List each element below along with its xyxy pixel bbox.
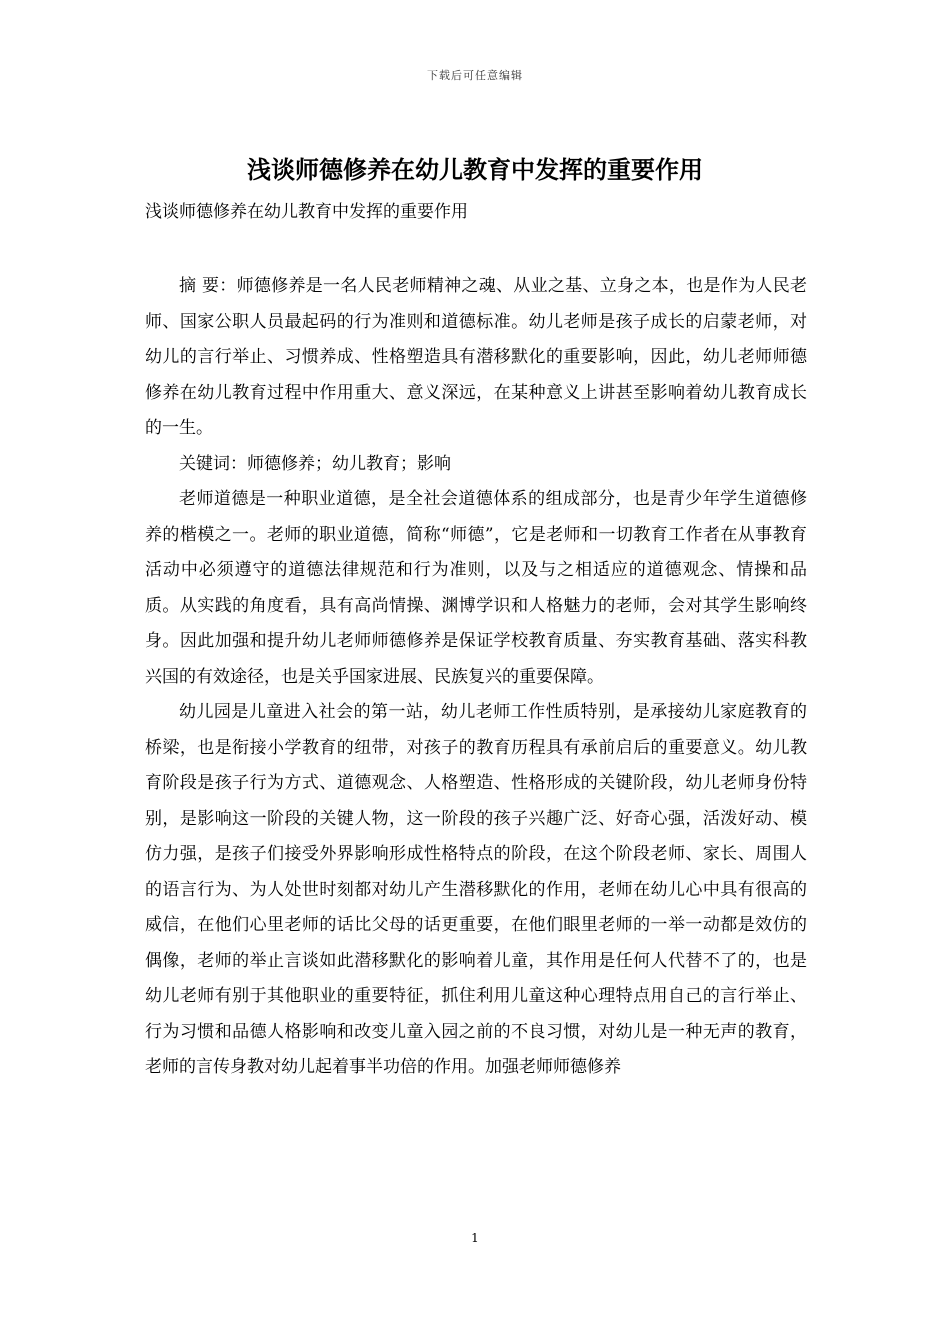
page-number: 1 (471, 1231, 479, 1245)
keywords-paragraph: 关键词：师德修养；幼儿教育；影响 (179, 453, 451, 474)
abstract-paragraph: 摘 要：师德修养是一名人民老师精神之魂、从业之基、立身之本，也是作为人民老师、国家公职人员最起码的行为准则和道德标准。幼儿老师是孩子成长的启蒙老师，对幼儿的言行举止、习惯养成、性格塑造具有潜移默化的重要影响，因此，幼儿老师师德修养在幼儿教育过程中作用重大、意义深远，在某种意义上讲甚至影响着幼儿教育成长的一生。 (145, 276, 807, 438)
header-note: 下载后可任意编辑 (427, 69, 523, 82)
body-paragraph: 老师道德是一种职业道德，是全社会道德体系的组成部分，也是青少年学生道德修养的楷模之一。老师的职业道德，简称“师德”，它是老师和一切教育工作者在从事教育活动中必须遵守的道德法律规范和行为准则，以及与之相适应的道德观念、情操和品质。从实践的角度看，具有高尚情操、渊博学识和人格魅力的老师，会对其学生影响终身。因此加强和提升幼儿老师师德修养是保证学校教育质量、夯实教育基础、落实科教兴国的有效途径，也是关乎国家进展、民族复兴的重要保障。 (145, 489, 807, 687)
body-paragraph: 幼儿园是儿童进入社会的第一站，幼儿老师工作性质特别，是承接幼儿家庭教育的桥梁，也是衔接小学教育的纽带，对孩子的教育历程具有承前启后的重要意义。幼儿教育阶段是孩子行为方式、道德观念、人格塑造、性格形成的关键阶段，幼儿老师身份特别，是影响这一阶段的关键人物，这一阶段的孩子兴趣广泛、好奇心强，活泼好动、模仿力强，是孩子们接受外界影响形成性格特点的阶段，在这个阶段老师、家长、周围人的语言行为、为人处世时刻都对幼儿产生潜移默化的作用，老师在幼儿心中具有很高的威信，在他们心里老师的话比父母的话更重要，在他们眼里老师的一举一动都是效仿的偶像，老师的举止言谈如此潜移默化的影响着儿童，其作用是任何人代替不了的，也是幼儿老师有别于其他职业的重要特征，抓住利用儿童这种心理特点用自己的言行举止、行为习惯和品德人格影响和改变儿童入园之前的不良习惯，对幼儿是一种无声的教育，老师的言传身教对幼儿起着事半功倍的作用。加强老师师德修养 (145, 702, 807, 1077)
document-title: 浅谈师德修养在幼儿教育中发挥的重要作用 (247, 155, 703, 184)
document-body (145, 269, 807, 1086)
document-subtitle: 浅谈师德修养在幼儿教育中发挥的重要作用 (145, 202, 468, 222)
